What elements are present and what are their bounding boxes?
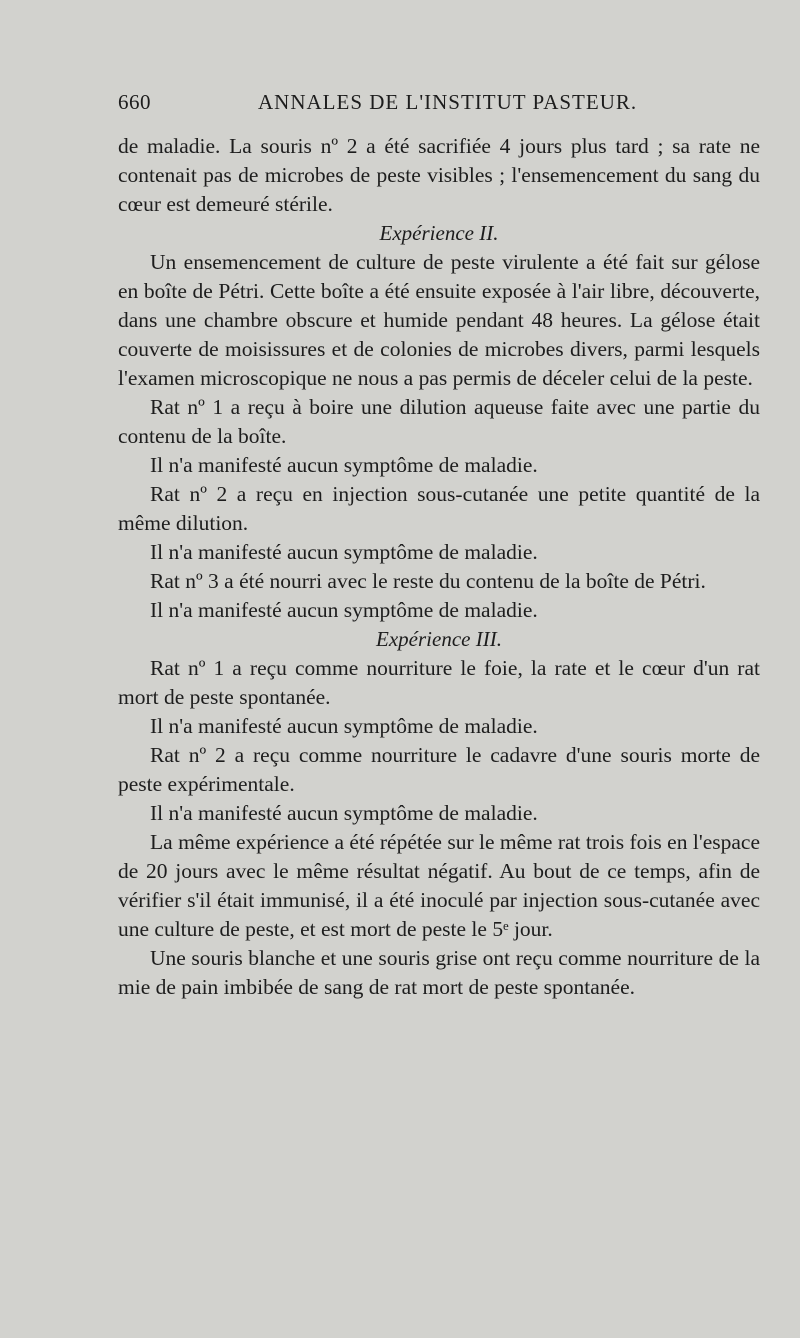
paragraph-continuation: de maladie. La souris nº 2 a été sacrifiée 4 jours plus tard ; sa rate ne contenait pas de microbes de peste visibles ; l'ensemencement du sang du cœur est demeuré stérile. <box>118 134 760 216</box>
paragraph: Rat nº 2 a reçu comme nourriture le cadavre d'une souris morte de peste expérimentale. <box>118 743 760 796</box>
paragraph: Rat nº 3 a été nourri avec le reste du contenu de la boîte de Pétri. <box>150 569 706 593</box>
paragraph: Rat nº 2 a reçu en injection sous-cutanée une petite quantité de la même dilution. <box>118 482 760 535</box>
section-heading-experience-2: Expérience II. <box>379 221 499 245</box>
paragraph: Un ensemencement de culture de peste virulente a été fait sur gélose en boîte de Pétri. Cette boîte a été ensuite exposée à l'air libre, découverte, dans une chambre obscure et humide pendant 48 heures. La gélose était couverte de moisissures et de colonies de microbes divers, parmi lesquels l'examen microscopique ne nous a pas permis de déceler celui de la peste. <box>118 250 760 390</box>
paragraph: Rat nº 1 a reçu à boire une dilution aqueuse faite avec une partie du contenu de la boîte. <box>118 395 760 448</box>
running-title: ANNALES DE L'INSTITUT PASTEUR. <box>258 90 638 114</box>
paragraph: Il n'a manifesté aucun symptôme de maladie. <box>150 714 538 738</box>
section-heading-experience-3: Expérience III. <box>376 627 502 651</box>
page-header <box>118 90 758 120</box>
paragraph: La même expérience a été répétée sur le même rat trois fois en l'espace de 20 jours avec le même résultat négatif. Au bout de ce temps, afin de vérifier s'il était immunisé, il a été inoculé par injection sous-cutanée avec une culture de peste, et est mort de peste le 5ᵉ jour. <box>118 830 760 941</box>
body-text <box>118 132 760 1002</box>
paragraph: Il n'a manifesté aucun symptôme de maladie. <box>150 598 538 622</box>
paragraph: Il n'a manifesté aucun symptôme de maladie. <box>150 801 538 825</box>
paragraph: Il n'a manifesté aucun symptôme de maladie. <box>150 540 538 564</box>
page-number: 660 <box>118 90 151 114</box>
paragraph: Il n'a manifesté aucun symptôme de maladie. <box>150 453 538 477</box>
paragraph: Une souris blanche et une souris grise ont reçu comme nourriture de la mie de pain imbibée de sang de rat mort de peste spontanée. <box>118 946 760 999</box>
paragraph: Rat nº 1 a reçu comme nourriture le foie, la rate et le cœur d'un rat mort de peste spontanée. <box>118 656 760 709</box>
